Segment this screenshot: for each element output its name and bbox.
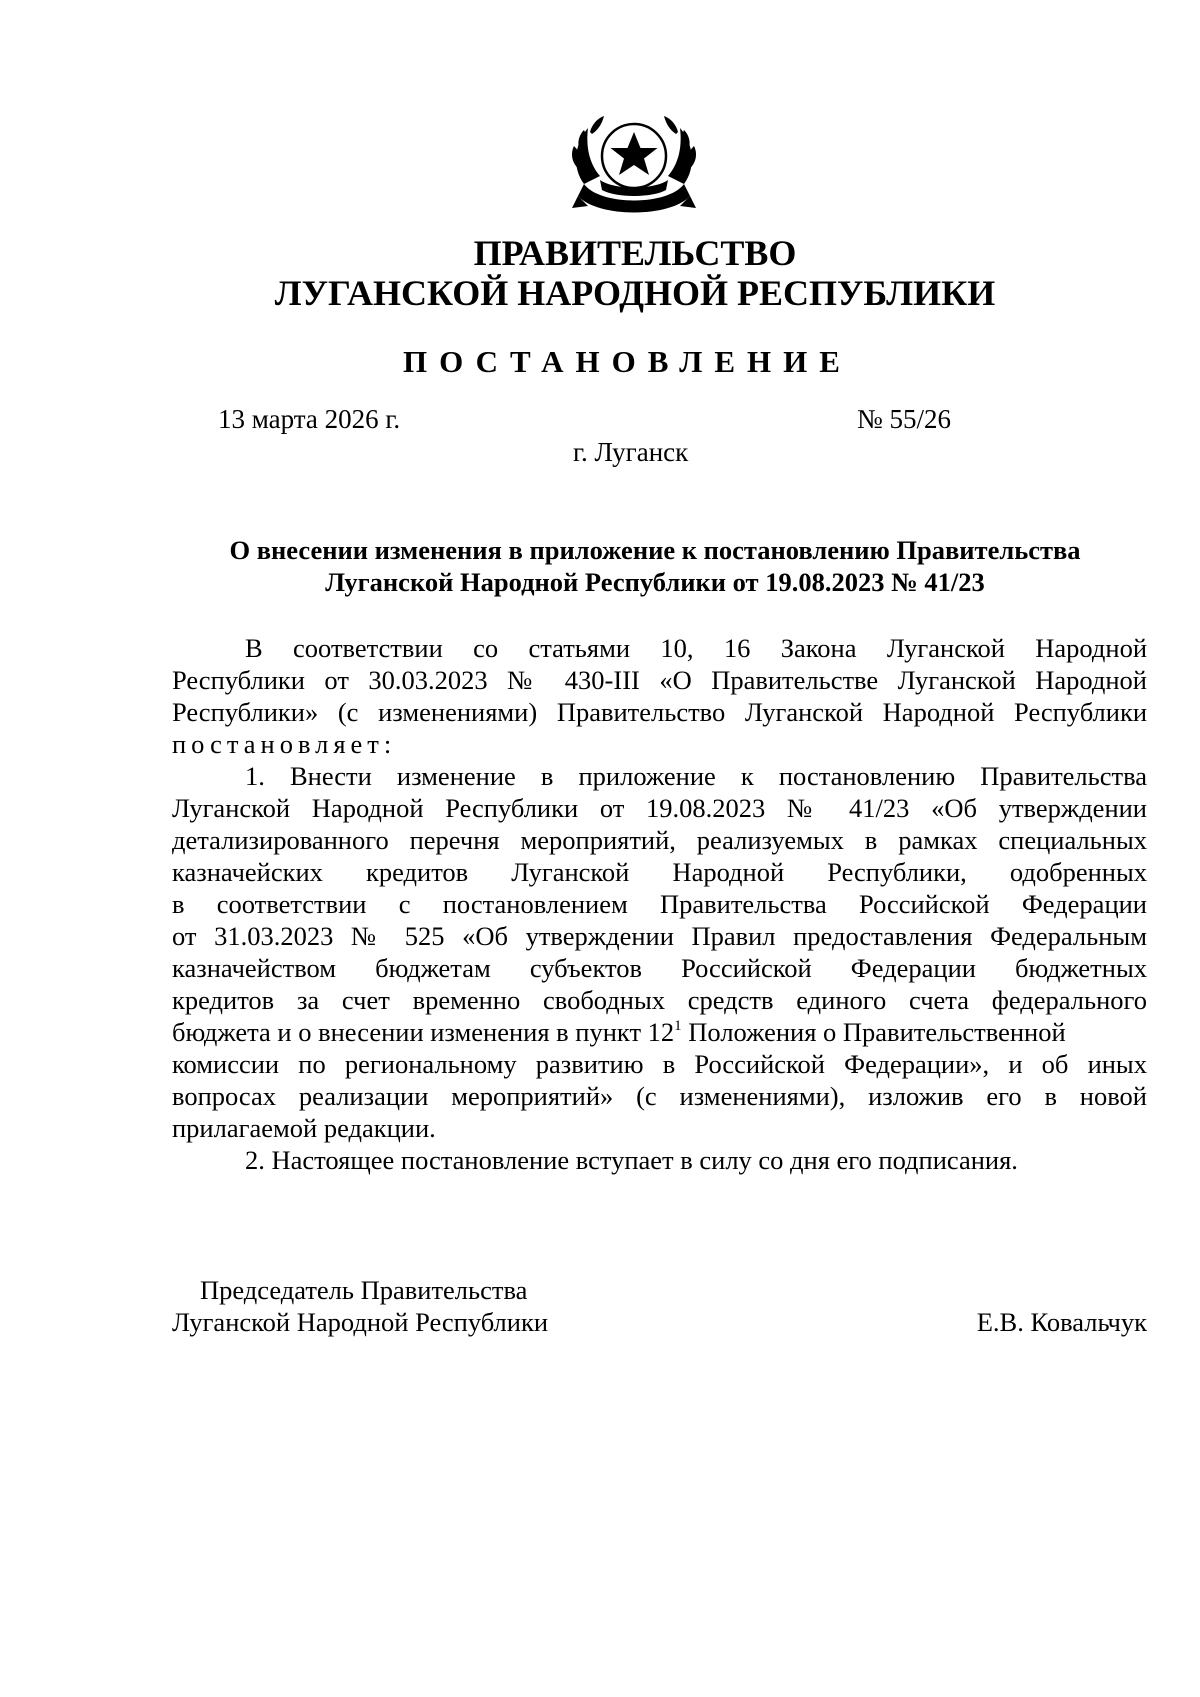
preamble-line: Республики» (с изменениями) Правительство Луганской Народной Республики [172, 697, 1147, 727]
item1-line: вопросах реализации мероприятий» (с изменениями), изложив его в новой [172, 1081, 1147, 1111]
item1-line: Луганской Народной Республики от 19.08.2023 № 41/23 «Об утверждении [172, 793, 1147, 823]
item1-line: казначейством бюджетам субъектов Российской Федерации бюджетных [172, 953, 1147, 983]
item1-line: прилагаемой редакции. [172, 1113, 436, 1143]
signatory-position-line1: Председатель Правительства [200, 1275, 528, 1305]
item1-line: от 31.03.2023 № 525 «Об утверждении Правил предоставления Федеральным [172, 921, 1147, 951]
item1-line-part: бюджета и о внесении изменения в пункт 12 [172, 1017, 675, 1047]
signatory-position-line2: Луганской Народной Республики [172, 1307, 549, 1337]
item1-line-part: Положения о Правительственной [681, 1017, 1066, 1047]
item1-line: 1. Внести изменение в приложение к постановлению Правительства [245, 761, 1147, 791]
subject-line2: Луганской Народной Республики от 19.08.2023 № 41/23 [325, 567, 985, 597]
subject-line1: О внесении изменения в приложение к постановлению Правительства [229, 535, 1081, 565]
superscript: 1 [674, 1018, 682, 1034]
item1-line: в соответствии с постановлением Правительства Российской Федерации [172, 889, 1147, 919]
item1-line: казначейских кредитов Луганской Народной Республики, одобренных [172, 857, 1147, 887]
government-title-line2: ЛУГАНСКОЙ НАРОДНОЙ РЕСПУБЛИКИ [274, 273, 996, 313]
signatory-name: Е.В. Ковальчук [976, 1307, 1147, 1337]
preamble-line: Республики от 30.03.2023 № 430-III «О Правительстве Луганской Народной [172, 665, 1147, 695]
document-date: 13 марта 2026 г. [218, 404, 401, 434]
item1-line: комиссии по региональному развитию в Российской Федерации», и об иных [172, 1049, 1147, 1079]
document-city: г. Луганск [573, 437, 689, 467]
preamble-line: В соответствии со статьями 10, 16 Закона Луганской Народной [245, 633, 1147, 663]
item1-line: кредитов за счет временно свободных средств единого счета федерального [172, 985, 1147, 1015]
lpr-coat-of-arms-icon [570, 110, 698, 220]
item2-line: 2. Настоящее постановление вступает в силу со дня его подписания. [245, 1145, 1018, 1175]
item1-line-with-superscript [172, 1016, 1147, 1048]
document-type: ПОСТАНОВЛЕНИЕ [403, 344, 852, 379]
document-number: № 55/26 [857, 404, 952, 434]
government-title-line1: ПРАВИТЕЛЬСТВО [473, 233, 797, 273]
item1-line: детализированного перечня мероприятий, реализуемых в рамках специальных [172, 825, 1147, 855]
preamble-resolves: постановляет: [172, 729, 397, 759]
